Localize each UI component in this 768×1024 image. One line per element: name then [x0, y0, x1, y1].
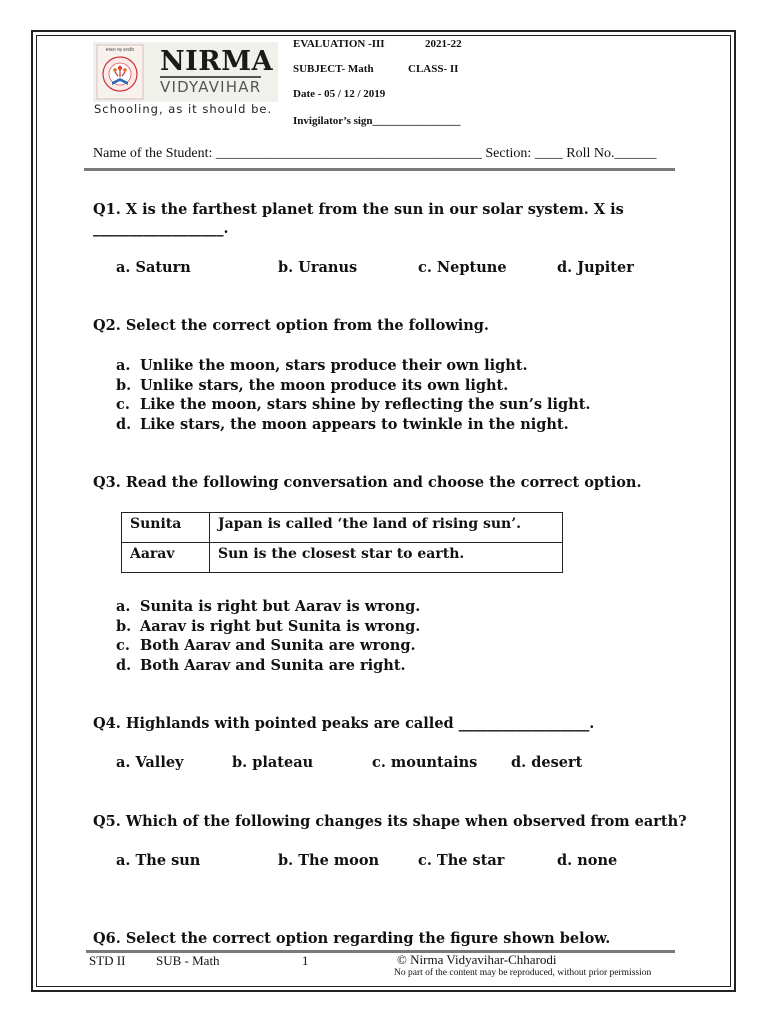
statement-cell: Sun is the closest star to earth. [210, 543, 563, 573]
school-logo [93, 42, 278, 102]
conversation-table [121, 512, 563, 573]
footer-subject: SUB - Math [156, 953, 220, 968]
tagline: Schooling, as it should be. [94, 102, 273, 116]
invigilator-sign: Invigilator’s sign________________ [293, 115, 461, 127]
question-2: Q2. Select the correct option from the following. [93, 317, 489, 334]
footer-page-number: 1 [302, 953, 309, 968]
q4-option-c: c. mountains [372, 754, 478, 771]
statement-cell: Japan is called ‘the land of rising sun’. [210, 513, 563, 543]
class-label: CLASS- II [408, 63, 459, 75]
q4-option-d: d. desert [511, 754, 583, 771]
school-emblem-icon [96, 44, 144, 100]
q3-option-a: a. Sunita is right but Aarav is wrong. [116, 598, 421, 615]
q5-option-a: a. The sun [116, 852, 201, 869]
question-4: Q4. Highlands with pointed peaks are called __________________. [93, 715, 595, 732]
q3-options [116, 597, 420, 675]
q1-option-c: c. Neptune [418, 259, 507, 276]
footer-notice: No part of the content may be reproduced, without prior permission [394, 968, 652, 978]
footer-copyright: © Nirma Vidyavihar-Chharodi [397, 952, 557, 967]
speaker-cell: Aarav [122, 543, 210, 573]
academic-year: 2021-22 [425, 38, 462, 50]
question-6: Q6. Select the correct option regarding the figure shown below. [93, 930, 611, 947]
brand-name: NIRMA [160, 46, 274, 77]
q1-option-a: a. Saturn [116, 259, 191, 276]
table-row [122, 543, 563, 573]
page-inner-border [36, 35, 731, 987]
table-row [122, 513, 563, 543]
q5-option-c: c. The star [418, 852, 505, 869]
q3-option-b: b. Aarav is right but Sunita is wrong. [116, 617, 421, 635]
speaker-cell: Sunita [122, 513, 210, 543]
q5-option-d: d. none [557, 852, 618, 869]
q3-option-d: d. Both Aarav and Sunita are right. [116, 656, 406, 674]
svg-text:संस्कार सह ज्ञानदीप: संस्कार सह ज्ञानदीप [105, 47, 135, 52]
q5-option-b: b. The moon [278, 852, 380, 869]
brand-subtitle: VIDYAVIHAR [160, 78, 262, 96]
q2-option-d: d. Like stars, the moon appears to twinkle in the night. [116, 415, 569, 433]
question-5: Q5. Which of the following changes its shape when observed from earth? [93, 813, 687, 830]
question-1: Q1. X is the farthest planet from the sun in our solar system. X is [93, 201, 624, 218]
border-gap [625, 33, 731, 35]
date-label: Date - 05 / 12 / 2019 [293, 88, 386, 100]
evaluation-title: EVALUATION -III [293, 38, 385, 50]
header-divider [84, 168, 675, 171]
q2-option-c: c. Like the moon, stars shine by reflecting the sun’s light. [116, 396, 591, 413]
q1-option-d: d. Jupiter [557, 259, 634, 276]
q2-option-a: a. Unlike the moon, stars produce their own light. [116, 357, 528, 374]
question-1-blank: __________________. [93, 220, 229, 237]
q3-option-c: c. Both Aarav and Sunita are wrong. [116, 637, 416, 654]
q1-option-b: b. Uranus [278, 259, 358, 276]
question-3: Q3. Read the following conversation and choose the correct option. [93, 474, 642, 491]
subject-label: SUBJECT- Math [293, 63, 374, 75]
q2-option-b: b. Unlike stars, the moon produce its own light. [116, 376, 509, 394]
q4-option-b: b. plateau [232, 754, 314, 771]
footer-standard: STD II [89, 953, 126, 968]
q2-options [116, 356, 590, 434]
student-details-line: Name of the Student: ______________________________________ Section: ____ Roll No.______ [93, 146, 657, 161]
q4-option-a: a. Valley [116, 754, 184, 771]
